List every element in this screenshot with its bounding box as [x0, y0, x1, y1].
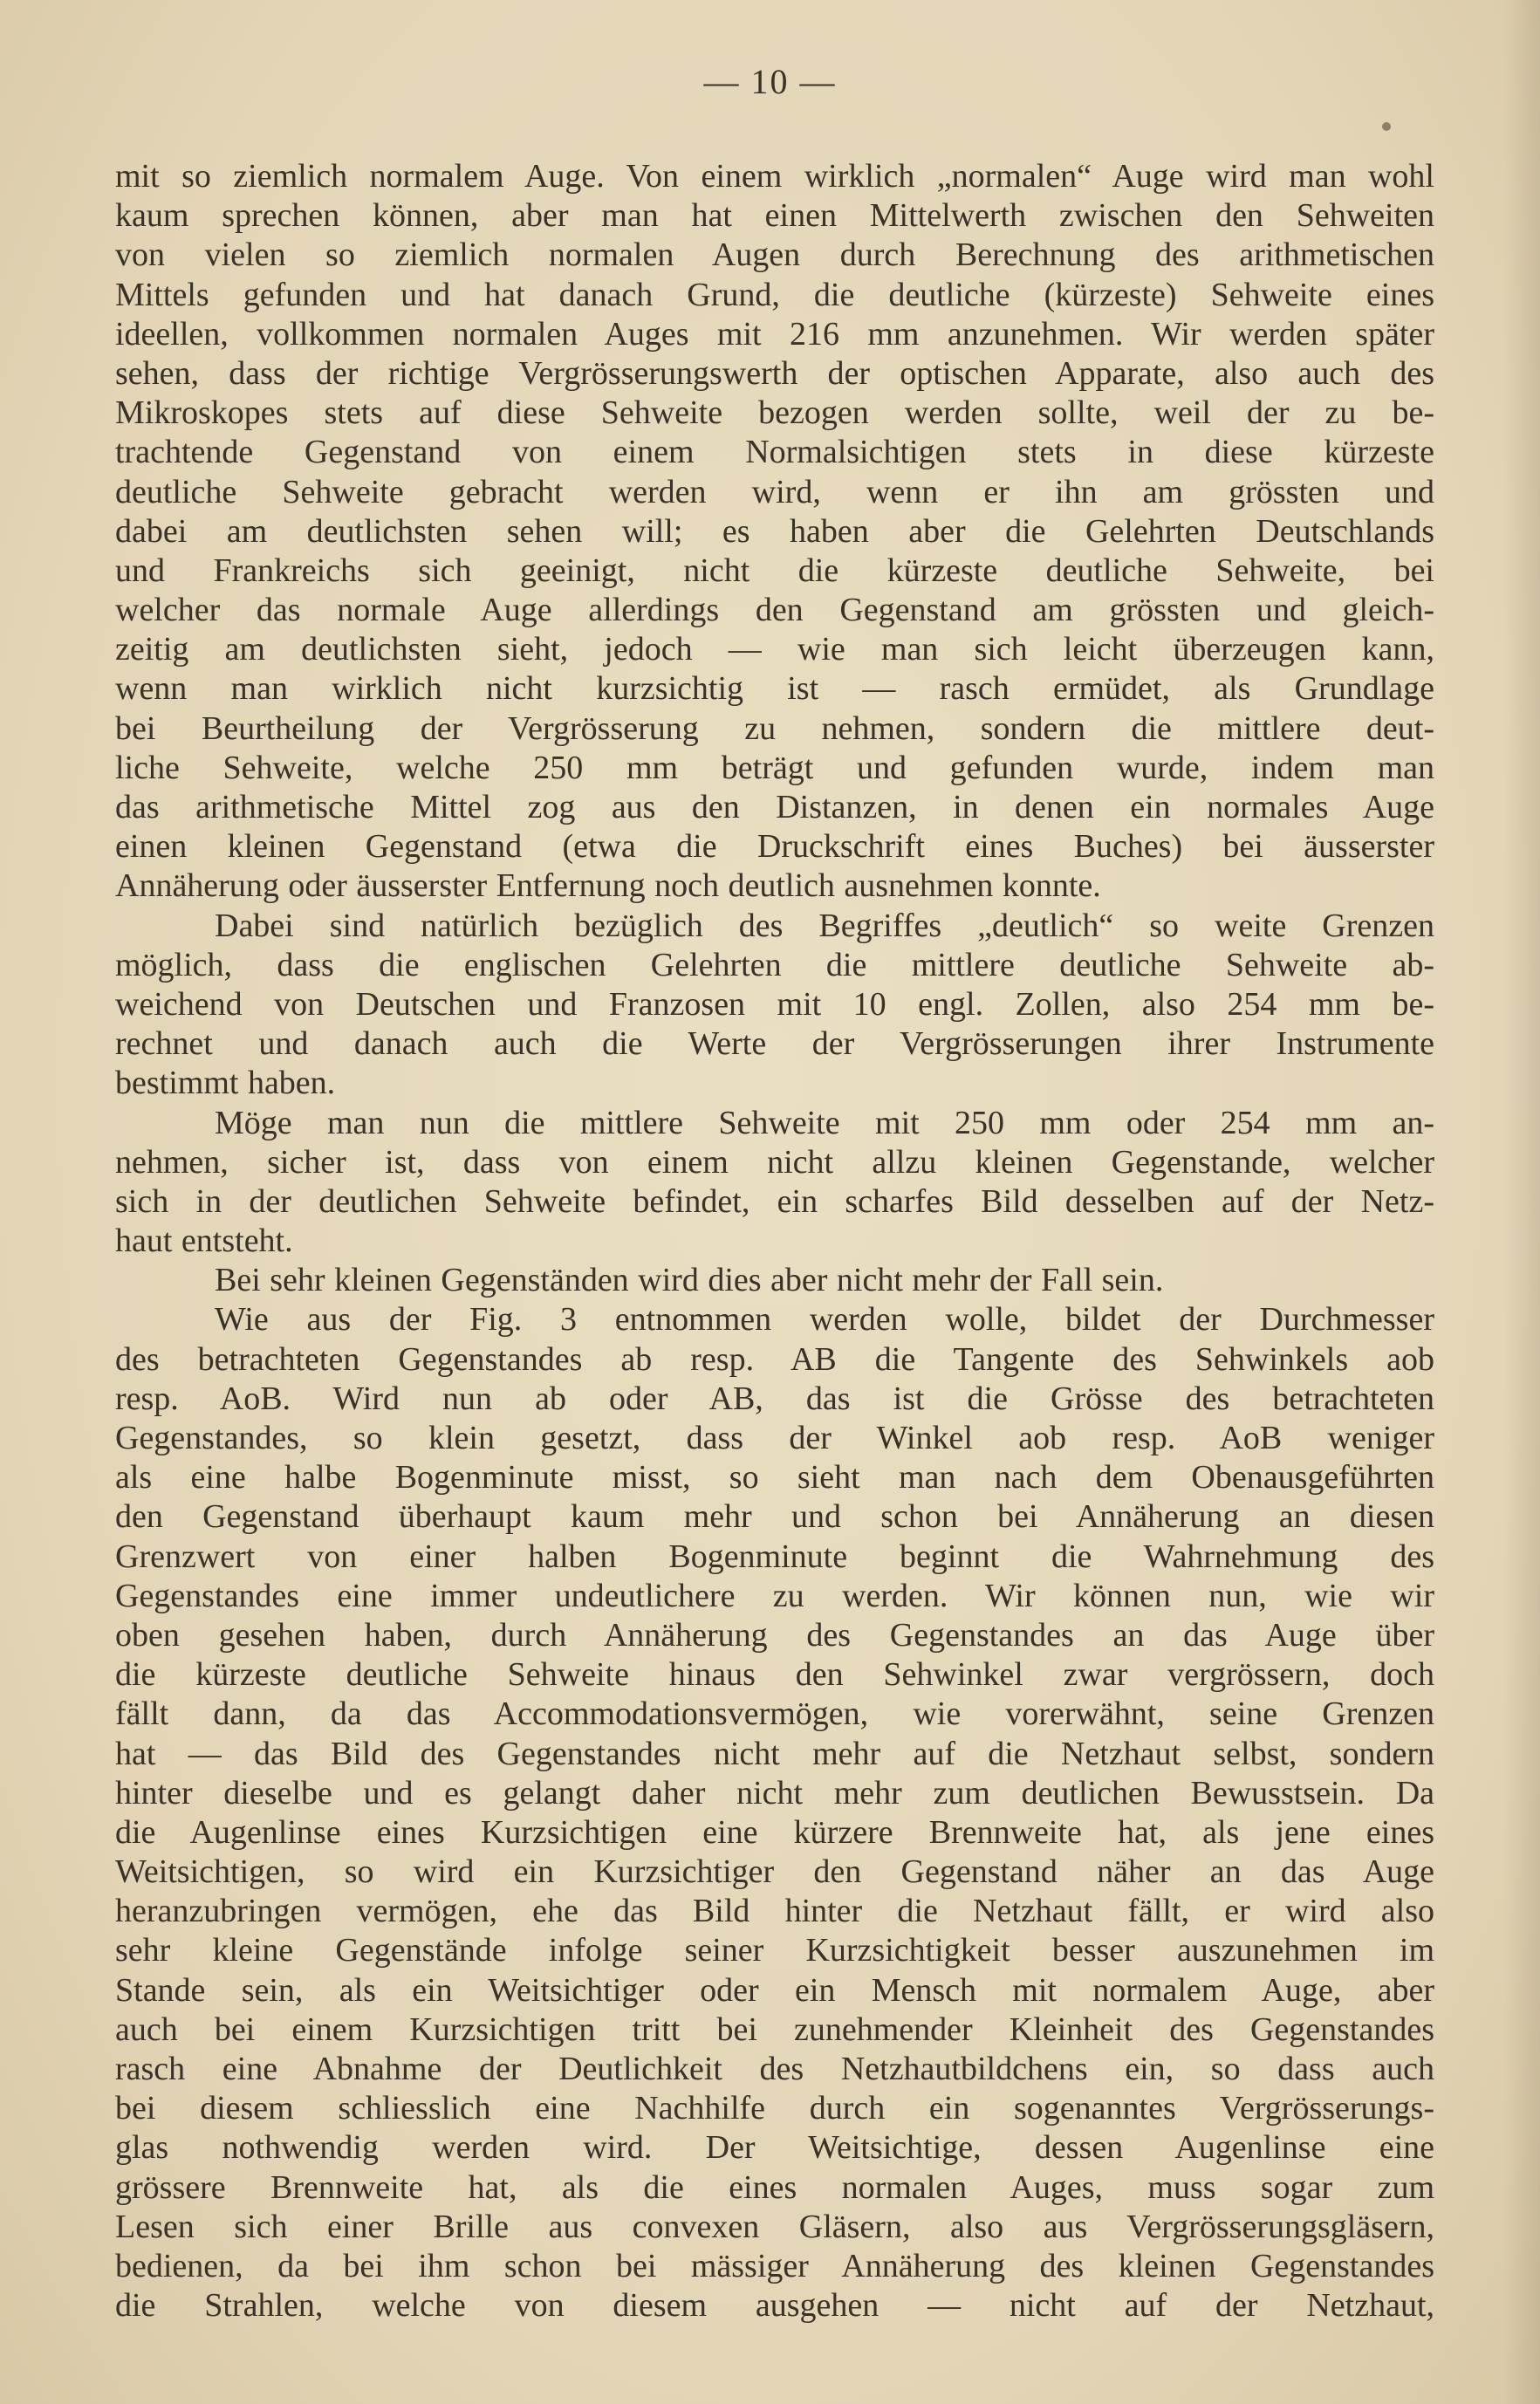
text-line: hat — das Bild des Gegenstandes nicht mehr auf die Netzhaut selbst, sondern	[115, 1735, 1434, 1772]
text-line: möglich, dass die englischen Gelehrten die mittlere deutliche Sehweite ab-	[115, 946, 1434, 983]
text-line: grössere Brennweite hat, als die eines normalen Auges, muss sogar zum	[115, 2168, 1434, 2206]
text-line: das arithmetische Mittel zog aus den Distanzen, in denen ein normales Auge	[115, 789, 1434, 825]
text-line: dabei am deutlichsten sehen will; es haben aber die Gelehrten Deutschlands	[115, 512, 1434, 550]
text-line: hinter dieselbe und es gelangt daher nicht mehr zum deutlichen Bewusstsein. Da	[115, 1774, 1434, 1812]
text-line: oben gesehen haben, durch Annäherung des Gegenstandes an das Auge über	[115, 1616, 1434, 1654]
text-line: trachtende Gegenstand von einem Normalsichtigen stets in diese kürzeste	[115, 434, 1434, 471]
text-line: liche Sehweite, welche 250 mm beträgt und gefunden wurde, indem man	[115, 749, 1434, 786]
text-line: bedienen, da bei ihm schon bei mässiger Annäherung des kleinen Gegenstandes	[115, 2247, 1434, 2284]
ink-speck	[1382, 122, 1391, 131]
text-line: sehr kleine Gegenstände infolge seiner Kurzsichtigkeit besser auszunehmen im	[115, 1932, 1434, 1969]
text-line: sehen, dass der richtige Vergrösserungswerth der optischen Apparate, also auch des	[115, 354, 1434, 392]
text-line: bei diesem schliesslich eine Nachhilfe durch ein sogenanntes Vergrösserungs-	[115, 2090, 1434, 2127]
text-line: als eine halbe Bogenminute misst, so sieht man nach dem Obenausgeführten	[115, 1459, 1434, 1497]
text-line: Mikroskopes stets auf diese Sehweite bezogen werden sollte, weil der zu be-	[115, 394, 1434, 432]
page-number: — 10 —	[703, 62, 837, 101]
text-line: einen kleinen Gegenstand (etwa die Druckschrift eines Buches) bei äusserster	[115, 828, 1434, 866]
text-line: bei Beurtheilung der Vergrösserung zu nehmen, sondern die mittlere deut-	[115, 709, 1434, 747]
text-line: welcher das normale Auge allerdings den Gegenstand am grössten und gleich-	[115, 592, 1434, 629]
text-line: zeitig am deutlichsten sieht, jedoch — wie man sich leicht überzeugen kann,	[115, 631, 1434, 668]
text-line: rasch eine Abnahme der Deutlichkeit des Netzhautbildchens ein, so dass auch	[115, 2051, 1434, 2087]
text-line: Gegenstandes, so klein gesetzt, dass der Winkel aob resp. AoB weniger	[115, 1420, 1434, 1456]
text-line: die kürzeste deutliche Sehweite hinaus den Sehwinkel zwar vergrössern, doch	[115, 1656, 1434, 1694]
text-line: von vielen so ziemlich normalen Augen durch Berechnung des arithmetischen	[115, 236, 1434, 274]
text-line: fällt dann, da das Accommodationsvermögen, wie vorerwähnt, seine Grenzen	[115, 1695, 1434, 1733]
text-line: Annäherung oder äusserster Entfernung noch deutlich ausnehmen konnte.	[115, 867, 1101, 905]
text-line: die Strahlen, welche von diesem ausgehen — nicht auf der Netzhaut,	[115, 2287, 1434, 2325]
text-line: Lesen sich einer Brille aus convexen Gläsern, also aus Vergrösserungsgläsern,	[115, 2208, 1434, 2245]
text-line: resp. AoB. Wird nun ab oder AB, das ist die Grösse des betrachteten	[115, 1380, 1434, 1417]
text-line: Dabei sind natürlich bezüglich des Begriffes „deutlich“ so weite Grenzen	[215, 907, 1434, 944]
text-line: mit so ziemlich normalem Auge. Von einem wirklich „normalen“ Auge wird man wohl	[115, 158, 1434, 195]
text-line: heranzubringen vermögen, ehe das Bild hinter die Netzhaut fällt, er wird also	[115, 1893, 1434, 1930]
text-line: Wie aus der Fig. 3 entnommen werden wolle, bildet der Durchmesser	[215, 1301, 1434, 1339]
text-line: glas nothwendig werden wird. Der Weitsichtige, dessen Augenlinse eine	[115, 2129, 1434, 2167]
text-line: des betrachteten Gegenstandes ab resp. AB die Tangente des Sehwinkels aob	[115, 1340, 1434, 1378]
text-line: Stande sein, als ein Weitsichtiger oder ein Mensch mit normalem Auge, aber	[115, 1971, 1434, 2009]
text-line: haut entsteht.	[115, 1223, 293, 1260]
text-line: Mittels gefunden und hat danach Grund, die deutliche (kürzeste) Sehweite eines	[115, 276, 1434, 313]
body-text	[115, 157, 1434, 2325]
text-line: wenn man wirklich nicht kurzsichtig ist — rasch ermüdet, als Grundlage	[115, 670, 1434, 708]
text-line: Weitsichtigen, so wird ein Kurzsichtiger den Gegenstand näher an das Auge	[115, 1853, 1434, 1891]
text-line: Möge man nun die mittlere Sehweite mit 250 mm oder 254 mm an-	[215, 1104, 1434, 1141]
text-line: und Frankreichs sich geeinigt, nicht die kürzeste deutliche Sehweite, bei	[115, 551, 1434, 589]
text-line: deutliche Sehweite gebracht werden wird, wenn er ihn am grössten und	[115, 473, 1434, 510]
page-edge-shadow	[1503, 0, 1540, 2404]
text-line: Gegenstandes eine immer undeutlichere zu werden. Wir können nun, wie wir	[115, 1577, 1434, 1614]
text-line: Bei sehr kleinen Gegenständen wird dies aber nicht mehr der Fall sein.	[215, 1262, 1164, 1299]
text-line: den Gegenstand überhaupt kaum mehr und schon bei Annäherung an diesen	[115, 1498, 1434, 1536]
text-line: weichend von Deutschen und Franzosen mit 10 engl. Zollen, also 254 mm be-	[115, 985, 1434, 1023]
text-line: auch bei einem Kurzsichtigen tritt bei zunehmender Kleinheit des Gegenstandes	[115, 2010, 1434, 2048]
text-line: sich in der deutlichen Sehweite befindet, ein scharfes Bild desselben auf der Netz-	[115, 1182, 1434, 1220]
text-line: rechnet und danach auch die Werte der Vergrösserungen ihrer Instrumente	[115, 1025, 1434, 1063]
text-line: Grenzwert von einer halben Bogenminute beginnt die Wahrnehmung des	[115, 1538, 1434, 1575]
text-line: die Augenlinse eines Kurzsichtigen eine kürzere Brennweite hat, als jene eines	[115, 1813, 1434, 1851]
text-line: nehmen, sicher ist, dass von einem nicht allzu kleinen Gegenstande, welcher	[115, 1143, 1434, 1181]
text-line: ideellen, vollkommen normalen Auges mit 216 mm anzunehmen. Wir werden später	[115, 315, 1434, 353]
text-line: kaum sprechen können, aber man hat einen Mittelwerth zwischen den Sehweiten	[115, 197, 1434, 235]
text-line: bestimmt haben.	[115, 1065, 336, 1102]
